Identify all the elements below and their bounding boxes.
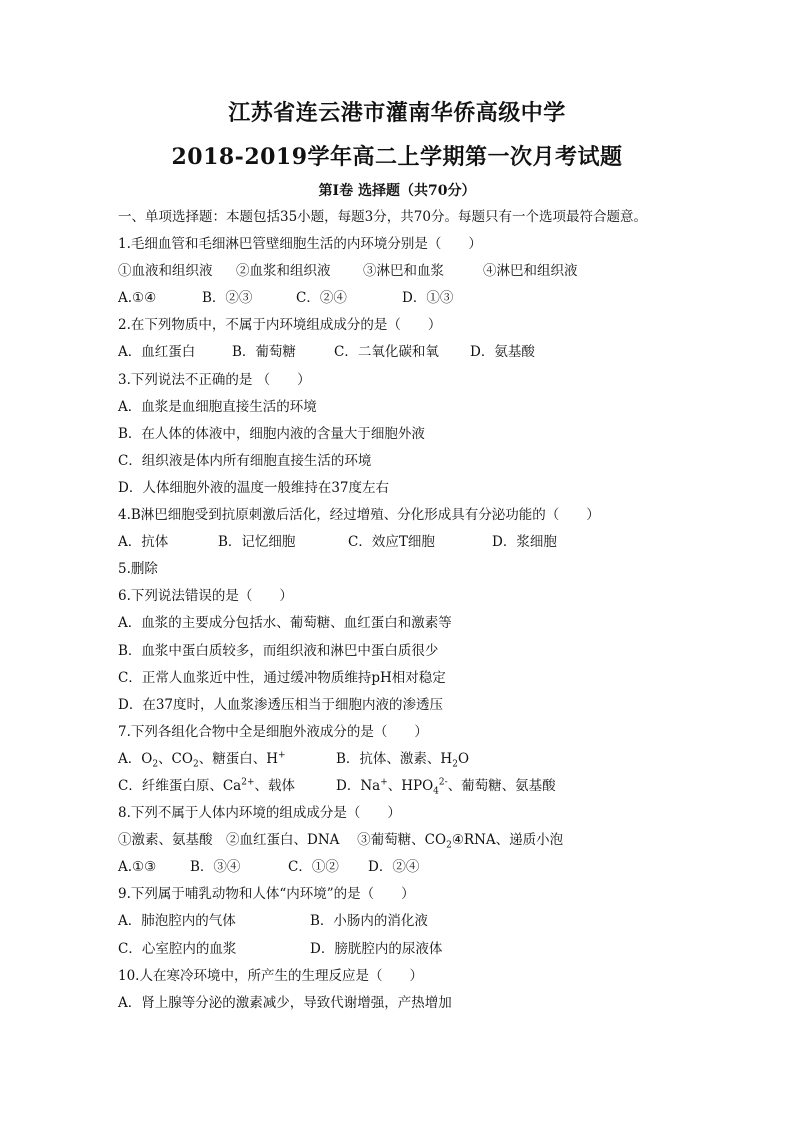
q7-option-c: C．纤维蛋白原、$Ca^{2+}$、载体 (118, 777, 295, 794)
question-5-stem: 5.删除 (118, 561, 158, 578)
question-7-stem: 7.下列各组化合物中全是细胞外液成分的是（ ） (118, 723, 428, 740)
q7-option-b: B．抗体、激素、$H_2O$ (336, 750, 470, 770)
q9-option-d: D．膀胱腔内的尿液体 (310, 940, 443, 957)
question-1-items (118, 258, 718, 285)
q6-option-a: A．血浆的主要成分包括水、葡萄糖、血红蛋白和激素等 (118, 615, 452, 632)
question-list (118, 204, 718, 1017)
exam-title: 2018-2019学年高二上学期第一次月考试题 (171, 144, 623, 170)
q8-option-a: A.①③ (118, 859, 157, 876)
q8-option-c: C．①② (288, 859, 339, 876)
section-heading: 第Ⅰ卷 选择题（共70分） (318, 183, 476, 199)
q3-option-c: C．组织液是体内所有细胞直接生活的环境 (118, 452, 372, 469)
q8-option-d: D．②④ (368, 859, 420, 876)
q4-option-d: D．浆细胞 (492, 534, 557, 551)
q1-item-3: ③淋巴和血浆 (363, 263, 444, 280)
q3-option-b: B．在人体的体液中，细胞内液的含量大于细胞外液 (118, 425, 425, 442)
q9-option-c: C．心室腔内的血浆 (118, 940, 237, 957)
q2-option-c: C．二氧化碳和氧 (334, 344, 439, 361)
q9-option-a: A．肺泡腔内的气体 (118, 913, 236, 930)
question-1-stem: 1.毛细血管和毛细淋巴管壁细胞生活的内环境分别是（ ） (118, 236, 482, 253)
question-6-stem: 6.下列说法错误的是（ ） (118, 588, 293, 605)
q8-option-b: B．③④ (190, 859, 241, 876)
q3-option-d: D．人体细胞外液的温度一般维持在37度左右 (118, 479, 390, 496)
q1-option-d: D．①③ (402, 290, 454, 307)
q6-option-d: D．在37度时，人血浆渗透压相当于细胞内液的渗透压 (118, 696, 444, 713)
q10-option-a: A．肾上腺等分泌的激素减少，导致代谢增强，产热增加 (118, 994, 452, 1011)
q7-option-d: D．Na+、$HPO_4^{2-}$、葡萄糖、氨基酸 (336, 777, 556, 797)
q4-option-b: B．记忆细胞 (218, 534, 296, 551)
q4-option-c: C．效应T细胞 (348, 534, 435, 551)
question-7-options-ab (118, 746, 718, 773)
q2-option-d: D．氨基酸 (470, 344, 535, 361)
section-intro: 一、单项选择题：本题包括35小题，每题3分，共70分。每题只有一个选项最符合题意。 (118, 209, 647, 225)
q1-item-4: ④淋巴和组织液 (483, 263, 578, 280)
q1-option-c: C．②④ (296, 290, 347, 307)
q6-option-b: B．血浆中蛋白质较多，而组织液和淋巴中蛋白质很少 (118, 642, 439, 659)
q1-item-1: ①血液和组织液 (118, 263, 213, 280)
question-2-stem: 2.在下列物质中，不属于内环境组成成分的是（ ） (118, 317, 442, 334)
question-9-options-ab (118, 908, 718, 935)
q4-option-a: A．抗体 (118, 534, 169, 551)
q2-option-b: B．葡萄糖 (232, 344, 296, 361)
question-3-stem: 3.下列说法不正确的是 （ ） (118, 371, 311, 388)
q3-option-a: A．血浆是血细胞直接生活的环境 (118, 398, 317, 415)
question-1-options (118, 285, 718, 312)
question-8-options (118, 854, 718, 881)
question-7-options-cd (118, 773, 718, 800)
q2-option-a: A．血红蛋白 (118, 344, 196, 361)
question-9-stem: 9.下列属于哺乳动物和人体“内环境”的是（ ） (118, 886, 415, 903)
q1-option-a: A.①④ (118, 290, 157, 307)
question-8-stem: 8.下列不属于人体内环境的组成成分是（ ） (118, 805, 401, 822)
question-8-items: ①激素、氨基酸 ②血红蛋白、DNA ③葡萄糖、$CO_2④RNA$、递质小泡 (118, 832, 564, 851)
question-4-stem: 4.B淋巴细胞受到抗原刺激后活化，经过增殖、分化形成具有分泌功能的（ ） (118, 507, 600, 524)
q1-item-2: ②血浆和组织液 (236, 263, 331, 280)
question-2-options (118, 339, 718, 366)
q1-option-b: B．②③ (202, 290, 253, 307)
school-title: 江苏省连云港市灌南华侨高级中学 (228, 100, 566, 126)
q6-option-c: C．正常人血浆近中性，通过缓冲物质维持pH相对稳定 (118, 669, 446, 686)
q7-option-a: A．$O_2$、$CO_2$、糖蛋白、H+ (118, 750, 286, 770)
question-10-stem: 10.人在寒冷环境中，所产生的生理反应是（ ） (118, 967, 423, 984)
q9-option-b: B．小肠内的消化液 (310, 913, 428, 930)
question-9-options-cd (118, 936, 718, 963)
question-4-options (118, 529, 718, 556)
